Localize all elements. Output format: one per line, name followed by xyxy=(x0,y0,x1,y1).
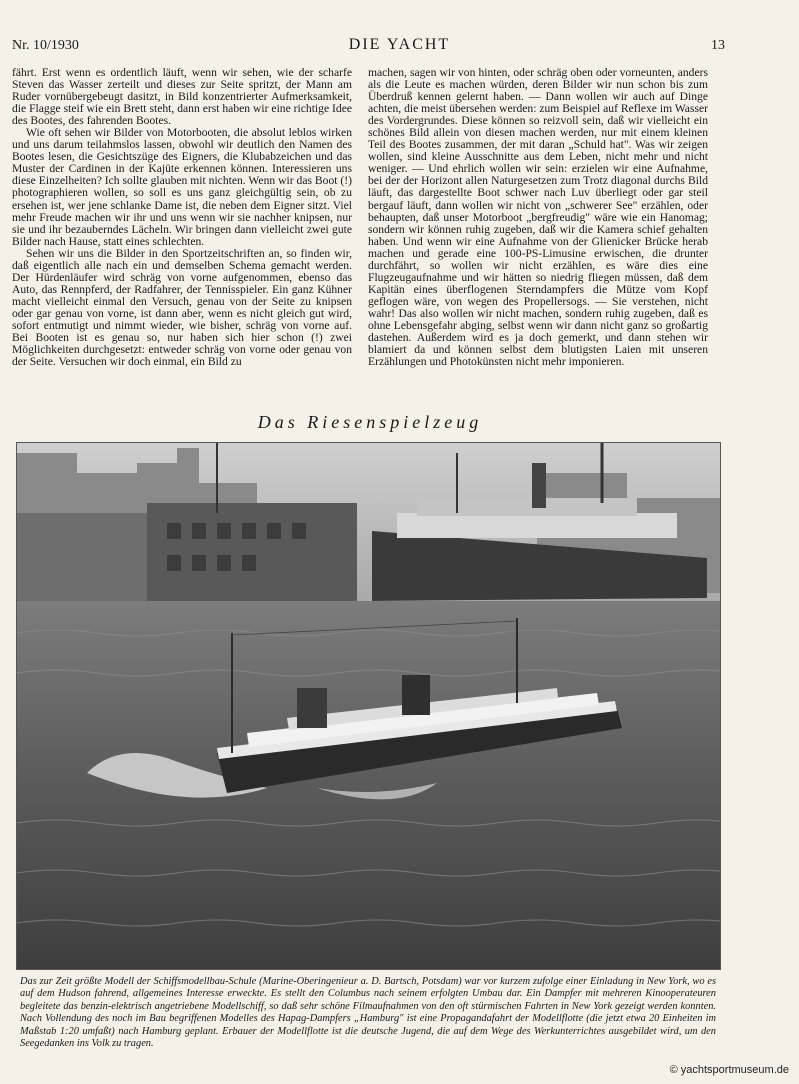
photo-illustration xyxy=(17,443,720,969)
paragraph: machen, sagen wir von hinten, oder schräg oben oder vorneunten, anders als die Leute es machen würden, deren Bilder wir nun schon bis zum Überdruß kennen gelernt haben. — Dann wollen wir auch auf Dinge achten, die meist übersehen werden: zum Beispiel auf Reflexe im Wasser des Vordergrundes. Diese können so reizvoll sein, daß wir vielleicht ein schönes Bild allein von diesen machen werden, nur mit einem kleinen Teil des Bootes zusammen, der mit daran „Schuld hat". Was wir zeigen wollen, sind kleine Ausschnitte aus dem Leben, nicht mehr und nicht weniger. — Und ehrlich wollen wir sein: erzielen wir eine Aufnahme, bei der der Horizont allen Naturgesetzen zum Trotz diagonal durchs Bild läuft, das dargestellte Boot schwer nach Luv überliegt oder gar steil bergauf läuft, dann wollen wir nicht von „schwerer See" erzählen, oder behaupten, daß unser Motorboot „bergfreudig" wäre wie ein Hanomag; sondern wir können ruhig zugeben, daß wir die Kamera schief gehalten haben. Und wenn wir eine Aufnahme von der Glienicker Brücke herab machen und gerade eine 100-PS-Limusine erwischen, die drunter durchfährt, so wollen wir nicht erzählen, es wäre dies eine Flugzeugaufnahme und wir hätten so niedrig fliegen müssen, daß dem Kapitän eines überflogenen Sterndampfers die Mütze vom Kopf geflogen wäre, von wegen des Propellersogs. — Sie verstehen, nicht wahr! Das also wollen wir nicht machen, sondern ruhig zugeben, daß es ohne Lebensgefahr abging, selbst wenn wir dann nicht ganz so großartig dastehen. Außerdem wird es ja doch gemerkt, und dann stehen wir blamiert da und können selbst dem blutigsten Laien mit unseren Erzählungen und Photokünsten nicht mehr imponieren. xyxy=(368,66,708,369)
model-ship-photo xyxy=(16,442,721,970)
section-title: Das Riesenspielzeug xyxy=(257,412,483,432)
paragraph: fährt. Erst wenn es ordentlich läuft, wenn wir sehen, wie der scharfe Steven das Wasser zerteilt und dieses zur Seite spritzt, der Mann am Ruder vornübergebeugt dasitzt, in Bild konzentrierter Aufmerksamkeit, die Flagge steif wie ein Brett steht, dann erst haben wir eine richtige Idee des Bootes, des fahrenden Bootes. xyxy=(12,66,352,128)
paragraph: Wie oft sehen wir Bilder von Motorbooten, die absolut leblos wirken und uns darum teilahmslos lassen, obwohl wir deutlich den Namen des Bootes lesen, die Gesichtszüge des Eigners, die Klubabzeichen und das Muster der Cardinen in der Kajüte erkennen können. Interessieren uns diese Einzelheiten? Ich sollte glauben mit nichten. Wenn wir das Boot (!) photographieren wollen, so soll es uns ganz gleichgültig sein, ob zu ersehen ist, wer jene schlanke Dame ist, die neben dem Eigner sitzt. Viel mehr Freude machen wir ihr und uns wenn wir sie nachher knipsen, nur sie und ihr bezauberndes Lächeln. Wir bringen dann vielleicht zwei gute Bilder nach Hause, statt eines schlechten. xyxy=(12,126,352,248)
page-header xyxy=(0,0,799,60)
left-text-column xyxy=(12,67,352,368)
page-number: 13 xyxy=(711,38,725,53)
journal-title: DIE YACHT xyxy=(348,36,451,53)
watermark: © yachtsportmuseum.de xyxy=(669,1064,789,1076)
issue-number: Nr. 10/1930 xyxy=(12,38,79,53)
paragraph: Sehen wir uns die Bilder in den Sportzeitschriften an, so finden wir, daß eigentlich alle nach ein und demselben Schema gemacht werden. Der Hürdenläufer wird schräg von vorne aufgenommen, ebenso das Auto, das Rennpferd, der Radfahrer, der Tennisspieler. Ein ganz Kühner macht vielleicht einmal den Versuch, genau von der Seite zu knipsen oder gar genau von vorne, ist dann aber, wenn es nicht gleich gut wird, sofort entmutigt und nimmt wieder, wie bisher, schräg von vorne auf. Bei Booten ist es genau so, nur haben sich hier schon (!) zwei Möglichkeiten durchgesetzt: entweder schräg von vorne oder genau von der Seite. Versuchen wir doch einmal, ein Bild zu xyxy=(12,246,352,369)
photo-caption: Das zur Zeit größte Modell der Schiffsmodellbau-Schule (Marine-Oberingenieur a. D. Bartsch, Potsdam) war vor kurzem zufolge einer Einladung in New York, wo es auf dem Hudson fahrend, allgemeines Interesse erweckte. Es stellt den Columbus nach seinem erfolgten Umbau dar. Ein Dampfer mit mehreren Kinooperateuren begleitete das benzin-elektrisch angetriebene Modellschiff, so daß sehr schöne Filmaufnahmen von den oft stürmischen Fahrten in New York gezeigt werden konnten. Nach Vollendung des noch im Bau begriffenen Modelles des Hapag-Dampfers „Hamburg" ist eine Propagandafahrt der Modellflotte (die jetzt etwa 20 Einheiten im Maßstab 1:20 umfaßt) nach Hamburg geplant. Erbauer der Modellflotte ist die deutsche Jugend, die auf dem Wege des Werkunterrichtes ausgebildet wird, um den Seegedanken ins Volk zu tragen. xyxy=(20,976,716,1050)
right-text-column xyxy=(368,67,708,368)
